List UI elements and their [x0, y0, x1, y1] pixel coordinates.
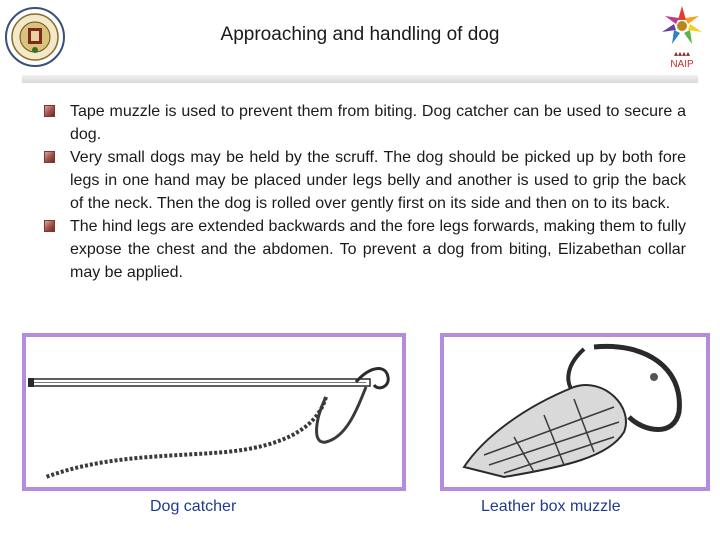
dog-catcher-drawing: [26, 337, 402, 487]
bullet-text: Tape muzzle is used to prevent them from biting. Dog catcher can be used to secure a dog.: [70, 103, 686, 143]
bullet-text: The hind legs are extended backwards and the fore legs forwards, making them to fully expose the chest and the abdomen. To prevent a dog from biting, Elizabethan collar may be applied.: [70, 218, 686, 281]
bullet-item: [44, 146, 686, 215]
bullet-square-icon: [44, 105, 55, 117]
leather-muzzle-caption: Leather box muzzle: [481, 498, 621, 515]
dog-catcher-caption: Dog catcher: [150, 498, 237, 515]
bullet-item: [44, 100, 686, 146]
bullet-square-icon: [44, 220, 55, 232]
naip-logo-text: NAIP: [670, 59, 694, 70]
slide-title: Approaching and handling of dog: [220, 24, 500, 45]
bullet-text: Very small dogs may be held by the scruff. The dog should be picked up by both fore legs in one hand may be placed under legs belly and another is used to grip the back of the neck. Then the dog is rolled over gently first on its side and then on to its back.: [70, 149, 686, 212]
svg-text:▴▴▴▴: ▴▴▴▴: [673, 49, 691, 58]
naip-logo: [650, 4, 714, 70]
leather-muzzle-drawing: [444, 337, 706, 487]
bullet-list: [44, 100, 686, 284]
leather-muzzle-image-frame: [440, 333, 710, 491]
bullet-square-icon: [44, 151, 55, 163]
header-divider: [22, 75, 698, 83]
dog-catcher-image-frame: [22, 333, 406, 491]
bullet-item: [44, 215, 686, 284]
